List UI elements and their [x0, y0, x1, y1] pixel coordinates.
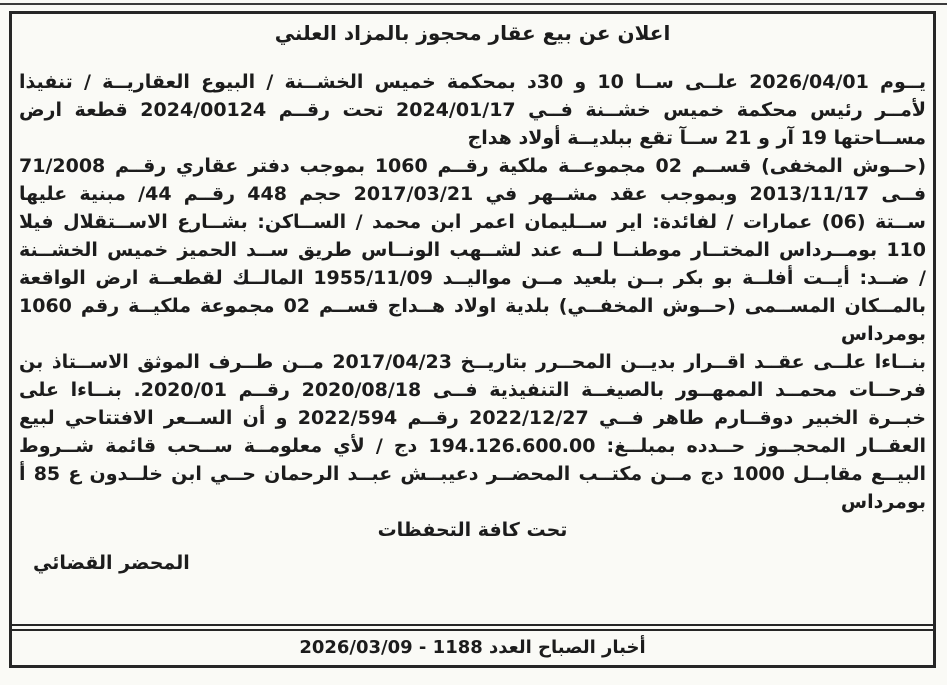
notice-body: [12, 45, 933, 624]
body-line: بومرداس: [840, 323, 926, 345]
body-line: / ضــد: أيــت أفلــة بو بكر بــن بلعيد مــن مواليــد 1955/11/09 المالــك لقطعــة ارض الواقعة: [19, 267, 926, 289]
body-line: 110 بومــرداس المختــار موطنــا لــه عند لشــهب الونــاس طريق ســد الحميز خميس الخشــنة: [19, 239, 926, 261]
body-line: بالمــكان المســمى (حــوش المخفــي) بلدية اولاد هــداج قســم 02 مجموعة ملكيــة رقم 1060: [19, 295, 926, 317]
newspaper-footer: [12, 624, 933, 665]
body-line: ســتة (06) عمارات / لفائدة: اير ســليمان اعمر ابن محمد / الســاكن: بشــارع الاســتقلال فيلا: [19, 211, 926, 233]
newspaper-footer-text: أخبار الصباح العدد 1188 - 2026/03/09: [299, 637, 646, 658]
body-line: البيــع مقابــل 1000 دج مــن مكتــب المحضــر دعيبــش عبــد الرحمان حــي ابن خلــدون ع 85 أ: [19, 463, 926, 485]
scan-artifact-line: [0, 3, 947, 5]
body-line: فــى 2013/11/17 وبموجب عقد مشــهر في 2017/03/21 حجم 448 رقــم 44/ مبنية عليها: [19, 183, 927, 205]
body-line: بومرداس: [840, 491, 926, 513]
body-line: بنــاءا علــى عقــد اقــرار بديــن المحــرر بتاريــخ 2017/04/23 مــن طــرف الموثق الاســتاذ بن: [19, 351, 926, 373]
body-line: تحت كافة التحفظات: [377, 519, 568, 541]
body-line: (حــوش المخفى) قســم 02 مجموعــة ملكية رقــم 1060 بموجب دفتر عقاري رقــم 71/2008: [19, 155, 927, 177]
body-line: لأمــر رئيس محكمة خميس خشــنة فــي 2024/01/17 تحت رقــم 2024/00124 قطعة ارض: [19, 99, 927, 121]
body-line: يــوم 2026/04/01 علــى ســا 10 و 30د بمحكمة خميس الخشــنة / البيوع العقاريــة / تنفيذا: [19, 71, 927, 93]
notice-frame: [9, 11, 936, 668]
notice-title: اعلان عن بيع عقار محجوز بالمزاد العلني: [274, 21, 671, 45]
body-line: المحضر القضائي: [33, 552, 190, 574]
body-line: مســاحتها 19 آر و 21 ســآ تقع ببلديــة أولاد هداج: [467, 127, 926, 149]
body-line: خبــرة الخبير دوقــارم طاهر فــي 2022/12/27 رقــم 2022/594 و أن الســعر الافتتاحي لبيع: [19, 407, 926, 429]
body-line: فرحــات محمــد الممهــور بالصيغــة التنفيذية فــى 2020/08/18 رقــم 2020/01. بنــاءا على: [19, 379, 926, 401]
body-line: العقــار المحجــوز حــدده بمبلــغ: 194.126.600.00 دج / لأي معلومــة ســحب قائمة شــروط: [19, 435, 927, 457]
